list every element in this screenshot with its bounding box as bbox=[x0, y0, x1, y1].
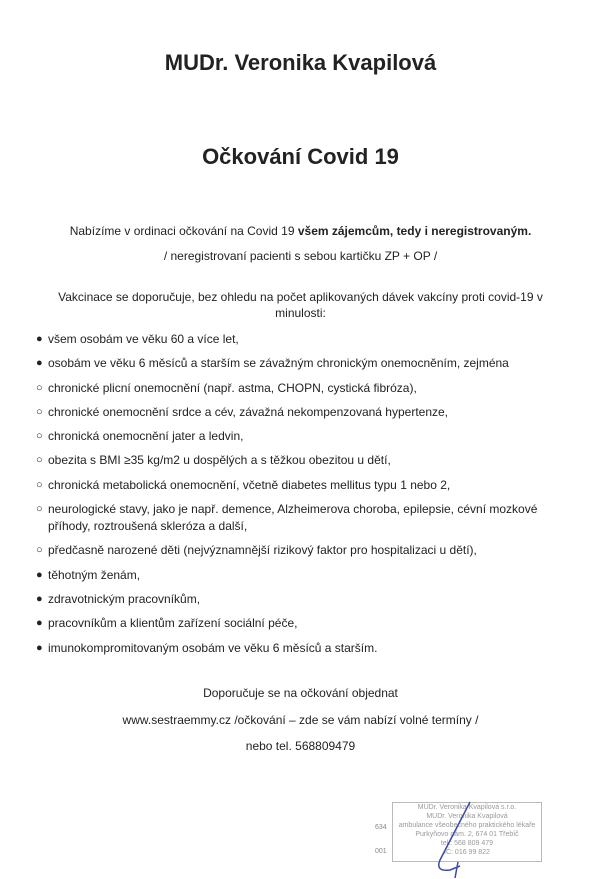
list-item bbox=[36, 591, 576, 608]
list-item-text: chronická metabolická onemocnění, včetně diabetes mellitus typu 1 nebo 2, bbox=[48, 477, 451, 492]
hollow-bullet-icon: ○ bbox=[36, 544, 43, 557]
recommendation-line1: Vakcinace se doporučuje, bez ohledu na počet aplikovaných dávek vakcíny proti covid-19 v bbox=[58, 290, 543, 304]
list-item-text: pracovníkům a klientům zařízení sociální péče, bbox=[48, 616, 298, 631]
stamp-line: IČ: 016 99 822 bbox=[444, 849, 490, 856]
list-item-text: osobám ve věku 6 měsíců a starším se závažným chronickým onemocněním, zejména bbox=[48, 356, 509, 371]
hollow-bullet-icon: ○ bbox=[36, 503, 43, 516]
hollow-bullet-icon: ○ bbox=[36, 454, 43, 467]
footer-line1: Doporučuje se na očkování objednat bbox=[203, 686, 398, 700]
stamp-code: 001 bbox=[375, 848, 387, 855]
list-item bbox=[36, 380, 576, 397]
list-item bbox=[36, 404, 576, 421]
list-item bbox=[36, 501, 576, 535]
filled-bullet-icon: ● bbox=[36, 357, 43, 370]
stamp-line: Purkyňovo nám. 2, 674 01 Třebíč bbox=[415, 831, 519, 838]
list-item bbox=[36, 331, 576, 348]
filled-bullet-icon: ● bbox=[36, 617, 43, 630]
stamp-line: ambulance všeobecného praktického lékaře bbox=[398, 822, 536, 829]
phone-number: 568809479 bbox=[295, 739, 356, 753]
stamp-line: MUDr. Veronika Kvapilová bbox=[426, 813, 508, 820]
list-item-text: imunokompromitovaným osobám ve věku 6 měsíců a starším. bbox=[48, 640, 378, 655]
intro-note: / neregistrovaní pacienti s sebou kartičku ZP + OP / bbox=[163, 249, 438, 263]
list-item bbox=[36, 452, 576, 469]
filled-bullet-icon: ● bbox=[36, 592, 43, 605]
filled-bullet-icon: ● bbox=[36, 333, 43, 345]
list-item-text: všem osobám ve věku 60 a více let, bbox=[48, 332, 239, 346]
doctor-name: MUDr. Veronika Kvapilová bbox=[164, 50, 437, 75]
list-item-text: neurologické stavy, jako je např. demence, Alzheimerova choroba, epilepsie, cévní mozkové příhody, roztroušená skleróza a další, bbox=[48, 502, 538, 534]
filled-bullet-icon: ● bbox=[36, 568, 43, 581]
footer-web-line bbox=[0, 713, 601, 727]
recommendation-line2: minulosti: bbox=[275, 306, 326, 320]
list-item-text: těhotným ženám, bbox=[48, 567, 141, 582]
hollow-bullet-icon: ○ bbox=[36, 381, 43, 394]
recommendation-list bbox=[36, 331, 576, 664]
stamp-line: tel.: 568 809 479 bbox=[440, 840, 494, 847]
hollow-bullet-icon: ○ bbox=[36, 405, 43, 418]
stamp-line: MUDr. Veronika Kvapilová s.r.o. bbox=[417, 804, 517, 811]
list-item-text: chronická onemocnění jater a ledvin, bbox=[48, 429, 244, 444]
footer-web-text: /očkování – zde se vám nabízí volné termíny / bbox=[231, 713, 479, 727]
intro-bold: všem zájemcům, tedy i neregistrovaným. bbox=[297, 224, 532, 238]
footer-phone-line bbox=[0, 739, 601, 753]
filled-bullet-icon: ● bbox=[36, 641, 43, 654]
list-item bbox=[36, 428, 576, 445]
list-item-text: obezita s BMI ≥35 kg/m2 u dospělých a s těžkou obezitou u dětí, bbox=[48, 453, 391, 468]
list-item bbox=[36, 615, 576, 632]
list-item bbox=[36, 640, 576, 657]
list-item bbox=[36, 355, 576, 372]
list-item bbox=[36, 542, 576, 559]
stamp-code: 634 bbox=[375, 824, 387, 831]
intro-line bbox=[0, 224, 601, 238]
list-item bbox=[36, 477, 576, 494]
list-item-text: zdravotnickým pracovníkům, bbox=[48, 591, 201, 606]
page-title: Očkování Covid 19 bbox=[202, 144, 399, 169]
list-item-text: předčasně narozené děti (nejvýznamnější rizikový faktor pro hospitalizaci u dětí), bbox=[48, 543, 477, 558]
list-item-text: chronické onemocnění srdce a cév, závažná nekompenzovaná hypertenze, bbox=[48, 404, 449, 419]
list-item bbox=[36, 567, 576, 584]
phone-label: nebo tel. bbox=[245, 739, 296, 753]
intro-text: Nabízíme v ordinaci očkování na Covid 19 bbox=[69, 224, 298, 238]
list-item-text: chronické plicní onemocnění (např. astma, CHOPN, cystická fibróza), bbox=[48, 380, 417, 395]
hollow-bullet-icon: ○ bbox=[36, 478, 43, 491]
signature bbox=[430, 800, 500, 879]
hollow-bullet-icon: ○ bbox=[36, 430, 43, 443]
website-link[interactable]: www.sestraemmy.cz bbox=[122, 713, 231, 727]
